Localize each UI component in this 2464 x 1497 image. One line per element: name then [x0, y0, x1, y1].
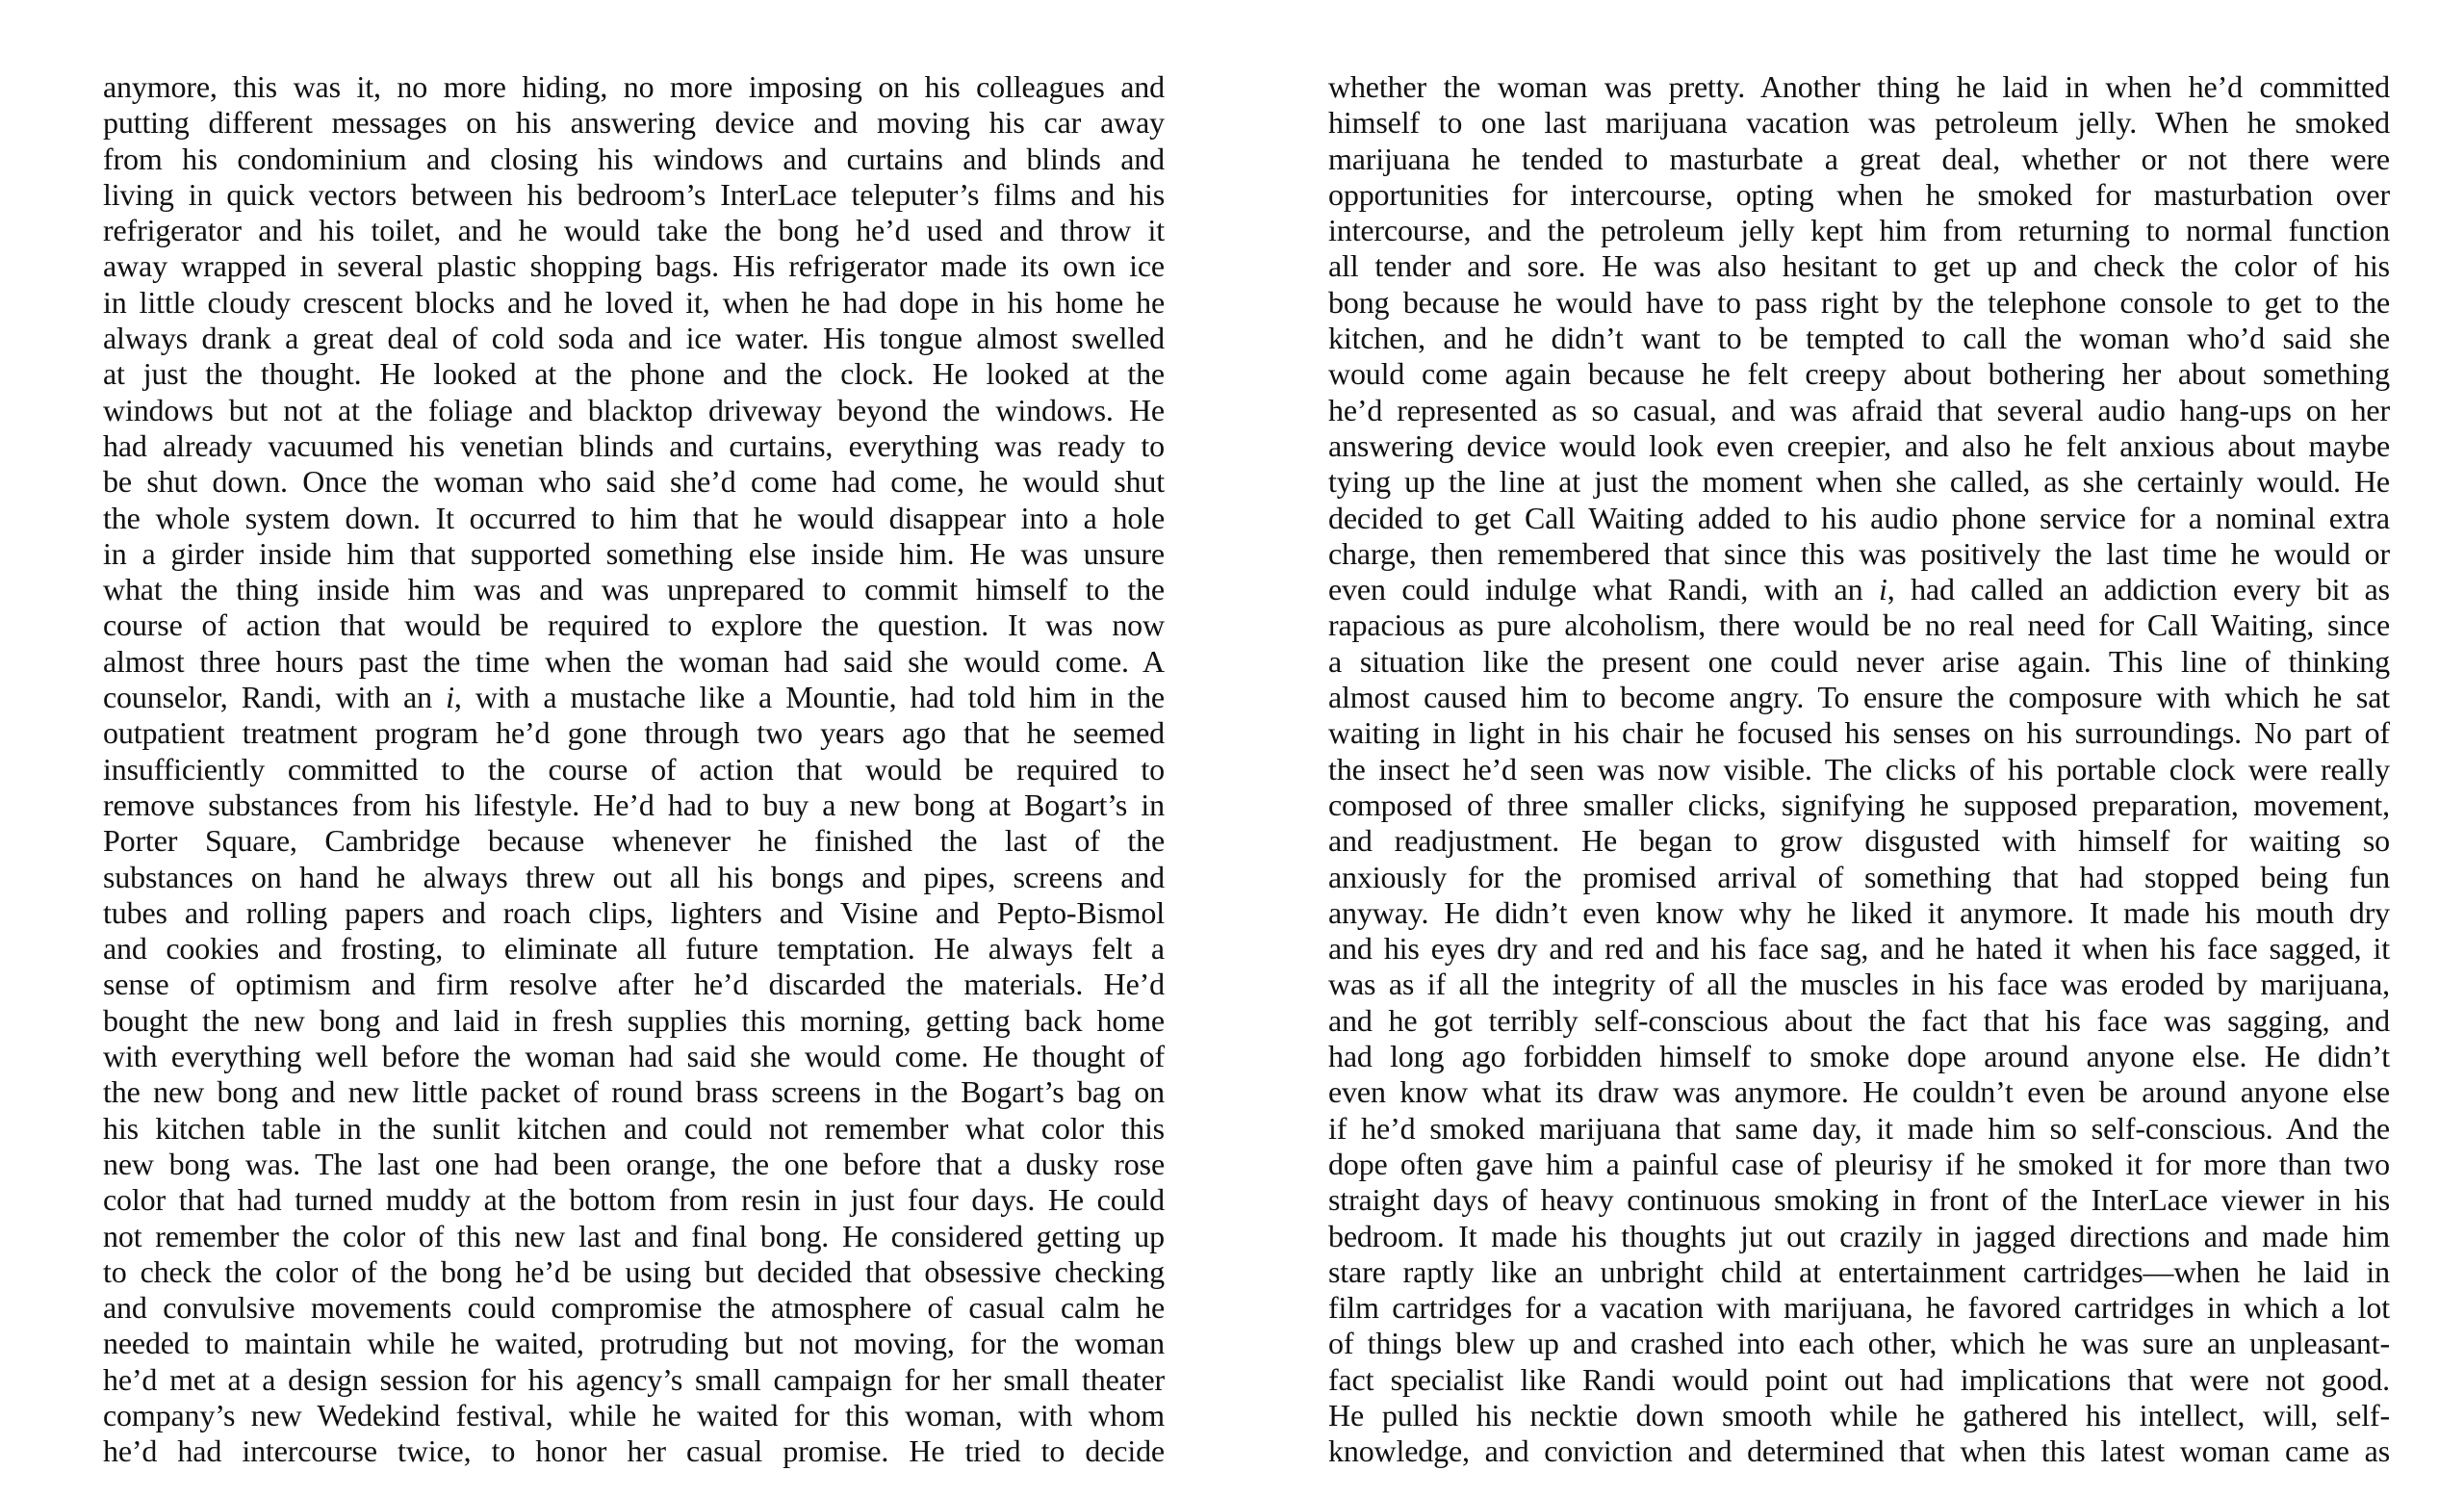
text-line: kitchen, and he didn’t want to be tempted to call the woman who’d said she	[1328, 321, 2390, 356]
text-line: tubes and rolling papers and roach clips, lighters and Visine and Pepto-Bismol	[103, 894, 1165, 930]
text-line: company’s new Wedekind festival, while he waited for this woman, with whom	[103, 1397, 1165, 1432]
text-line: with everything well before the woman had said she would come. He thought of	[103, 1039, 1165, 1074]
text-line: putting different messages on his answering device and moving his car away	[103, 105, 1165, 141]
text-line: a situation like the present one could never arise again. This line of thinking	[1328, 643, 2390, 679]
text-line: course of action that would be required to explore the question. It was now	[103, 607, 1165, 643]
text-line: always drank a great deal of cold soda and ice water. His tongue almost swelled	[103, 321, 1165, 356]
text-line: if he’d smoked marijuana that same day, it made him so self-conscious. And the	[1328, 1110, 2390, 1146]
text-line: what the thing inside him was and was unprepared to commit himself to the	[103, 572, 1165, 607]
text-line: in little cloudy crescent blocks and he loved it, when he had dope in his home he	[103, 284, 1165, 320]
text-line: from his condominium and closing his windows and curtains and blinds and	[103, 141, 1165, 176]
text-line: substances on hand he always threw out all his bongs and pipes, screens and	[103, 859, 1165, 894]
text-line: and his eyes dry and red and his face sag, and he hated it when his face sagged, it	[1328, 931, 2390, 967]
text-line: intercourse, and the petroleum jelly kept him from returning to normal function	[1328, 213, 2390, 248]
text-line: anxiously for the promised arrival of something that had stopped being fun	[1328, 859, 2390, 894]
left-page	[103, 69, 1165, 1483]
text-line: anymore, this was it, no more hiding, no more imposing on his colleagues and	[103, 69, 1165, 104]
text-line: almost three hours past the time when the woman had said she would come. A	[103, 643, 1165, 679]
text-line: windows but not at the foliage and blacktop driveway beyond the windows. He	[103, 392, 1165, 427]
text-line: had already vacuumed his venetian blinds and curtains, everything was ready to	[103, 427, 1165, 463]
text-line: not remember the color of this new last and final bong. He considered getting up	[103, 1218, 1165, 1253]
right-page	[1328, 69, 2390, 1483]
text-line: bong because he would have to pass right by the telephone console to get to the	[1328, 284, 2390, 320]
text-line: even know what its draw was anymore. He couldn’t even be around anyone else	[1328, 1074, 2390, 1110]
italic-letter: i	[446, 680, 454, 715]
text-line: waiting in light in his chair he focused his senses on his surroundings. No part of	[1328, 715, 2390, 751]
text-line: refrigerator and his toilet, and he would take the bong he’d used and throw it	[103, 213, 1165, 248]
text-line: outpatient treatment program he’d gone through two years ago that he seemed	[103, 715, 1165, 751]
text-line: himself to one last marijuana vacation was petroleum jelly. When he smoked	[1328, 105, 2390, 141]
text-line: and convulsive movements could compromise the atmosphere of casual calm he	[103, 1290, 1165, 1326]
text-line: almost caused him to become angry. To ensure the composure with which he sat	[1328, 680, 2390, 715]
text-line: bought the new bong and laid in fresh supplies this morning, getting back home	[103, 1002, 1165, 1038]
text-line: at just the thought. He looked at the phone and the clock. He looked at the	[103, 356, 1165, 392]
text-line: whether the woman was pretty. Another thing he laid in when he’d committed	[1328, 69, 2390, 104]
text-line: to check the color of the bong he’d be using but decided that obsessive checking	[103, 1253, 1165, 1289]
text-line: his kitchen table in the sunlit kitchen and could not remember what color this	[103, 1110, 1165, 1146]
text-line: all tender and sore. He was also hesitant to get up and check the color of his	[1328, 248, 2390, 284]
text-line: remove substances from his lifestyle. He’d had to buy a new bong at Bogart’s in	[103, 787, 1165, 822]
text-line: sense of optimism and firm resolve after he’d discarded the materials. He’d	[103, 967, 1165, 1002]
text-line: answering device would look even creepier, and also he felt anxious about maybe	[1328, 427, 2390, 463]
text-line: fact specialist like Randi would point out had implications that were not good.	[1328, 1361, 2390, 1397]
text-line: bedroom. It made his thoughts jut out crazily in jagged directions and made him	[1328, 1218, 2390, 1253]
text-line: and cookies and frosting, to eliminate all future temptation. He always felt a	[103, 931, 1165, 967]
text-line: needed to maintain while he waited, protruding but not moving, for the woman	[103, 1326, 1165, 1361]
text-line: composed of three smaller clicks, signifying he supposed preparation, movement,	[1328, 787, 2390, 822]
text-line: color that had turned muddy at the bottom from resin in just four days. He could	[103, 1182, 1165, 1218]
text-line: the new bong and new little packet of round brass screens in the Bogart’s bag on	[103, 1074, 1165, 1110]
text-line: even could indulge what Randi, with an i, had called an addiction every bit as	[1328, 572, 2390, 607]
text-line: away wrapped in several plastic shopping bags. His refrigerator made its own ice	[103, 248, 1165, 284]
text-line: marijuana he tended to masturbate a great deal, whether or not there were	[1328, 141, 2390, 176]
text-line: straight days of heavy continuous smoking in front of the InterLace viewer in his	[1328, 1182, 2390, 1218]
text-line: He pulled his necktie down smooth while he gathered his intellect, will, self-	[1328, 1397, 2390, 1432]
text-line: stare raptly like an unbright child at entertainment cartridges—when he laid in	[1328, 1253, 2390, 1289]
text-line: he’d met at a design session for his agency’s small campaign for her small theater	[103, 1361, 1165, 1397]
text-line: counselor, Randi, with an i, with a mustache like a Mountie, had told him in the	[103, 680, 1165, 715]
text-line: he’d had intercourse twice, to honor her casual promise. He tried to decide	[103, 1433, 1165, 1469]
text-line: rapacious as pure alcoholism, there would be no real need for Call Waiting, since	[1328, 607, 2390, 643]
text-line: living in quick vectors between his bedroom’s InterLace teleputer’s films and his	[103, 176, 1165, 212]
text-line: knowledge, and conviction and determined that when this latest woman came as	[1328, 1433, 2390, 1469]
text-line: opportunities for intercourse, opting when he smoked for masturbation over	[1328, 176, 2390, 212]
text-line: Porter Square, Cambridge because whenever he finished the last of the	[103, 823, 1165, 859]
text-line: tying up the line at just the moment when she called, as she certainly would. He	[1328, 464, 2390, 500]
text-line: he’d represented as so casual, and was afraid that several audio hang-ups on her	[1328, 392, 2390, 427]
text-line: the whole system down. It occurred to him that he would disappear into a hole	[103, 500, 1165, 535]
text-line: and readjustment. He began to grow disgusted with himself for waiting so	[1328, 823, 2390, 859]
text-line: had long ago forbidden himself to smoke dope around anyone else. He didn’t	[1328, 1039, 2390, 1074]
text-line: charge, then remembered that since this was positively the last time he would or	[1328, 535, 2390, 571]
text-line: in a girder inside him that supported something else inside him. He was unsure	[103, 535, 1165, 571]
text-line: and he got terribly self-conscious about the fact that his face was sagging, and	[1328, 1002, 2390, 1038]
text-line: decided to get Call Waiting added to his audio phone service for a nominal extra	[1328, 500, 2390, 535]
text-line: was as if all the integrity of all the muscles in his face was eroded by marijuana,	[1328, 967, 2390, 1002]
text-line: film cartridges for a vacation with marijuana, he favored cartridges in which a lot	[1328, 1290, 2390, 1326]
text-line: be shut down. Once the woman who said she’d come had come, he would shut	[103, 464, 1165, 500]
text-line: insufficiently committed to the course of action that would be required to	[103, 751, 1165, 787]
text-line: of things blew up and crashed into each other, which he was sure an unpleasant-	[1328, 1326, 2390, 1361]
text-line: new bong was. The last one had been orange, the one before that a dusky rose	[103, 1146, 1165, 1181]
italic-letter: i	[1878, 572, 1887, 607]
text-line: anyway. He didn’t even know why he liked it anymore. It made his mouth dry	[1328, 894, 2390, 930]
text-line: would come again because he felt creepy about bothering her about something	[1328, 356, 2390, 392]
text-line: the insect he’d seen was now visible. The clicks of his portable clock were really	[1328, 751, 2390, 787]
text-line: dope often gave him a painful case of pleurisy if he smoked it for more than two	[1328, 1146, 2390, 1181]
